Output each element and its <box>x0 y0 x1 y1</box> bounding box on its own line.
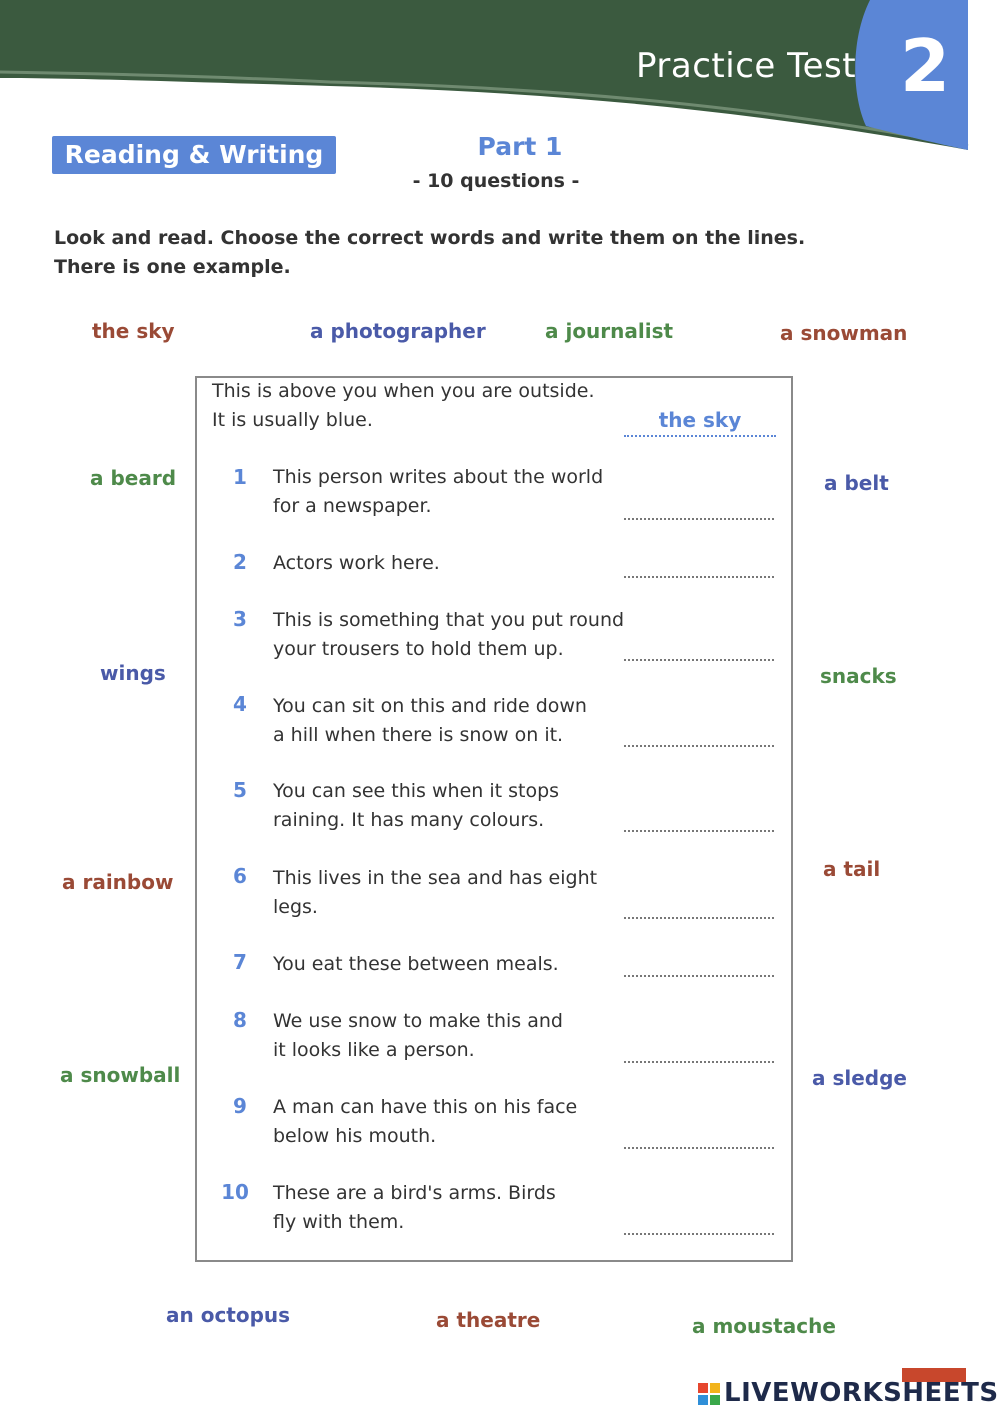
answer-line-6[interactable] <box>624 917 774 919</box>
question-text <box>273 864 633 922</box>
answer-line-7[interactable] <box>624 975 774 977</box>
question-line-1: This person writes about the world <box>273 466 604 488</box>
answer-line-9[interactable] <box>624 1147 774 1149</box>
question-count: - 10 questions - <box>412 170 580 192</box>
question-line-1: We use snow to make this and <box>273 1010 563 1032</box>
word-a-journalist[interactable]: a journalist <box>545 319 674 343</box>
question-number: 5 <box>233 778 247 802</box>
section-label-text: Reading & Writing <box>64 140 324 169</box>
question-text <box>273 549 633 578</box>
word-a-sledge[interactable]: a sledge <box>812 1066 907 1090</box>
question-line-1: These are a bird's arms. Birds <box>273 1182 556 1204</box>
question-line-2: for a newspaper. <box>273 495 432 517</box>
question-line-1: You eat these between meals. <box>273 953 559 975</box>
question-text <box>273 1179 633 1237</box>
question-text <box>273 692 633 750</box>
instructions-line-1: Look and read. Choose the correct words and write them on the lines. <box>54 227 806 249</box>
section-label <box>52 136 336 174</box>
word-a-tail[interactable]: a tail <box>823 857 881 881</box>
liveworksheets-brand: LIVEWORKSHEETS <box>724 1378 999 1408</box>
answer-line-8[interactable] <box>624 1061 774 1063</box>
question-line-1: You can sit on this and ride down <box>273 695 587 717</box>
word-a-moustache[interactable]: a moustache <box>692 1314 836 1338</box>
question-number: 6 <box>233 864 247 888</box>
word-a-beard[interactable]: a beard <box>90 466 177 490</box>
answer-line-10[interactable] <box>624 1233 774 1235</box>
instructions <box>54 224 934 282</box>
example-line-1: This is above you when you are outside. <box>212 380 595 402</box>
question-line-1: This is something that you put round <box>273 609 625 631</box>
question-text <box>273 463 633 521</box>
question-number: 2 <box>233 550 247 574</box>
practice-test-number: 2 <box>899 24 951 108</box>
question-number: 1 <box>233 465 247 489</box>
question-line-1: Actors work here. <box>273 552 440 574</box>
word-a-snowball[interactable]: a snowball <box>60 1063 181 1087</box>
question-line-2: raining. It has many colours. <box>273 809 545 831</box>
instructions-line-2: There is one example. <box>54 256 291 278</box>
answer-line-3[interactable] <box>624 659 774 661</box>
question-line-2: it looks like a person. <box>273 1039 475 1061</box>
word-the-sky[interactable]: the sky <box>92 319 175 343</box>
word-a-rainbow[interactable]: a rainbow <box>62 870 174 894</box>
word-a-snowman[interactable]: a snowman <box>780 321 908 345</box>
word-a-belt[interactable]: a belt <box>824 471 889 495</box>
answer-line-5[interactable] <box>624 830 774 832</box>
word-an-octopus[interactable]: an octopus <box>166 1303 291 1327</box>
question-line-1: A man can have this on his face <box>273 1096 578 1118</box>
question-number: 3 <box>233 607 247 631</box>
example-answer-line <box>624 405 776 437</box>
part-title: Part 1 <box>477 132 563 161</box>
question-number: 9 <box>233 1094 247 1118</box>
example-question <box>212 377 612 435</box>
question-line-1: This lives in the sea and has eight <box>273 867 598 889</box>
answer-line-2[interactable] <box>624 576 774 578</box>
liveworksheets-icon <box>698 1383 720 1405</box>
example-answer: the sky <box>658 408 742 432</box>
word-a-theatre[interactable]: a theatre <box>436 1308 541 1332</box>
example-line-2: It is usually blue. <box>212 409 373 431</box>
answer-line-1[interactable] <box>624 518 774 520</box>
question-text <box>273 777 633 835</box>
answer-line-4[interactable] <box>624 745 774 747</box>
question-line-2: fly with them. <box>273 1211 405 1233</box>
question-number: 10 <box>221 1180 249 1204</box>
question-text <box>273 606 633 664</box>
question-number: 8 <box>233 1008 247 1032</box>
question-text <box>273 950 633 979</box>
question-line-2: your trousers to hold them up. <box>273 638 564 660</box>
question-number: 7 <box>233 950 247 974</box>
word-wings[interactable]: wings <box>100 661 166 685</box>
question-text <box>273 1007 633 1065</box>
question-line-2: a hill when there is snow on it. <box>273 724 564 746</box>
question-number: 4 <box>233 692 247 716</box>
word-a-photographer[interactable]: a photographer <box>310 319 486 343</box>
practice-test-title: Practice Test <box>636 46 857 86</box>
question-line-2: below his mouth. <box>273 1125 437 1147</box>
question-line-1: You can see this when it stops <box>273 780 560 802</box>
word-snacks[interactable]: snacks <box>820 664 897 688</box>
question-line-2: legs. <box>273 896 318 918</box>
question-text <box>273 1093 633 1151</box>
